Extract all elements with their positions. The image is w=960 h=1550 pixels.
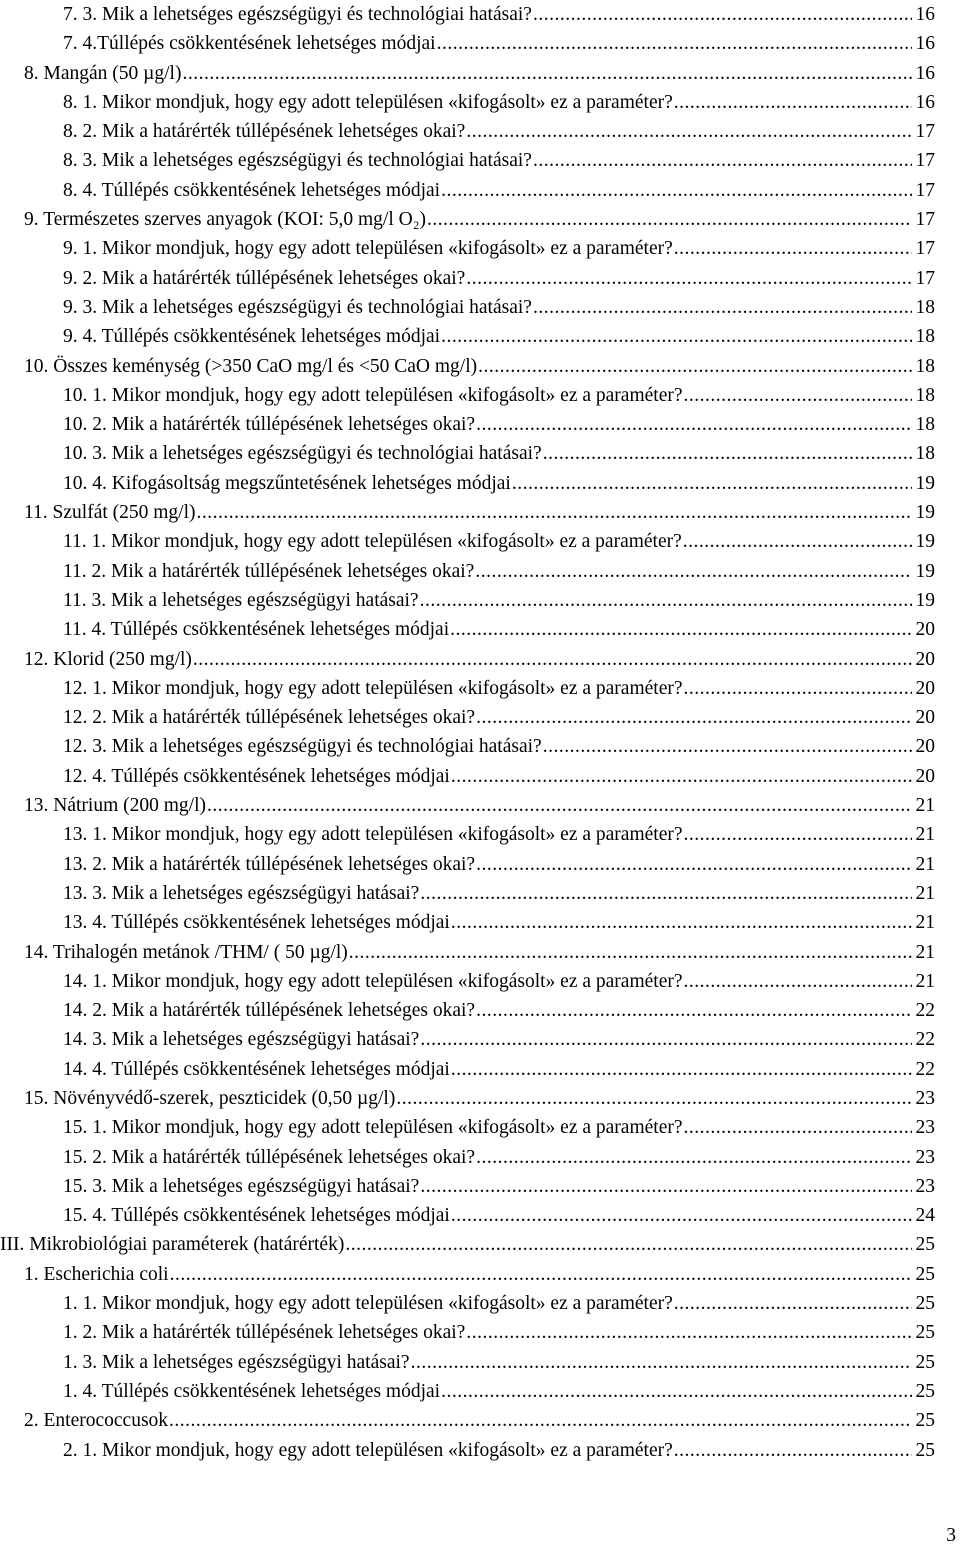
toc-entry-title: 1. Escherichia coli — [24, 1263, 169, 1285]
toc-entry-page: 18 — [915, 355, 935, 377]
toc-leader-dots — [543, 732, 912, 761]
toc-entry-title: 8. 4. Túllépés csökkentésének lehetséges módjai — [63, 179, 441, 201]
toc-entry-title: 10. 2. Mik a határérték túllépésének lehetséges okai? — [63, 414, 476, 436]
toc-leader-dots — [437, 29, 912, 58]
toc-entry-page: 20 — [915, 677, 935, 699]
toc-entry-page: 19 — [915, 502, 935, 524]
toc-leader-dots — [466, 117, 912, 146]
toc-entry-page: 18 — [915, 443, 935, 465]
toc-entry-page: 18 — [915, 326, 935, 348]
toc-entry[interactable] — [0, 117, 960, 146]
toc-leader-dots — [450, 615, 912, 644]
toc-entry-page: 20 — [915, 765, 935, 787]
toc-entry-page: 20 — [915, 736, 935, 758]
toc-entry-title: 12. 3. Mik a lehetséges egészségügyi és technológiai hatásai? — [63, 736, 542, 758]
toc-entry-title: 14. 1. Mikor mondjuk, hogy egy adott településen «kifogásolt» ez a paraméter? — [63, 970, 683, 992]
toc-leader-dots — [169, 1406, 912, 1435]
toc-entry-title: III. Mikrobiológiai paraméterek (határérték) — [0, 1234, 345, 1256]
toc-leader-dots — [684, 674, 913, 703]
toc-entry[interactable] — [0, 439, 960, 468]
toc-entry-page: 25 — [915, 1263, 935, 1285]
toc-leader-dots — [441, 322, 912, 351]
toc-leader-dots — [420, 1025, 912, 1054]
toc-entry[interactable] — [0, 1230, 960, 1259]
toc-entry[interactable] — [0, 615, 960, 644]
toc-entry[interactable] — [0, 293, 960, 322]
toc-leader-dots — [533, 146, 912, 175]
toc-entry-page: 25 — [915, 1351, 935, 1373]
toc-leader-dots — [476, 1143, 912, 1172]
toc-entry[interactable] — [0, 176, 960, 205]
toc-leader-dots — [396, 1084, 912, 1113]
toc-entry-page: 20 — [915, 707, 935, 729]
toc-entry[interactable] — [0, 498, 960, 527]
toc-entry[interactable] — [0, 29, 960, 58]
toc-entry[interactable] — [0, 234, 960, 263]
toc-entry-page: 17 — [915, 121, 935, 143]
toc-entry-title: 15. 2. Mik a határérték túllépésének lehetséges okai? — [63, 1146, 476, 1168]
toc-entry-title: 1. 1. Mikor mondjuk, hogy egy adott településen «kifogásolt» ez a paraméter? — [63, 1293, 673, 1315]
toc-entry-page: 22 — [915, 1000, 935, 1022]
toc-leader-dots — [533, 0, 912, 29]
toc-entry-page: 22 — [915, 1029, 935, 1051]
toc-leader-dots — [193, 645, 912, 674]
toc-leader-dots — [533, 293, 912, 322]
toc-entry-title: 11. 2. Mik a határérték túllépésének lehetséges okai? — [63, 560, 475, 582]
toc-entry-page: 20 — [915, 619, 935, 641]
toc-entry-title: 11. 1. Mikor mondjuk, hogy egy adott településen «kifogásolt» ez a paraméter? — [63, 531, 682, 553]
toc-entry[interactable] — [0, 1436, 960, 1465]
toc-entry-title: 13. 2. Mik a határérték túllépésének lehetséges okai? — [63, 853, 476, 875]
toc-leader-dots — [451, 762, 912, 791]
toc-entry-title: 1. 2. Mik a határérték túllépésének lehetséges okai? — [63, 1322, 466, 1344]
toc-entry[interactable] — [0, 850, 960, 879]
toc-leader-dots — [674, 88, 912, 117]
toc-entry-title: 11. 3. Mik a lehetséges egészségügyi hatásai? — [63, 589, 419, 611]
toc-entry-page: 17 — [915, 179, 935, 201]
toc-entry[interactable] — [0, 1260, 960, 1289]
toc-leader-dots — [349, 938, 912, 967]
toc-entry-title: 9. 2. Mik a határérték túllépésének lehetséges okai? — [63, 267, 466, 289]
toc-entry-title: 12. 2. Mik a határérték túllépésének lehetséges okai? — [63, 707, 476, 729]
toc-entry[interactable] — [0, 645, 960, 674]
toc-entry[interactable] — [0, 1055, 960, 1084]
toc-entry[interactable] — [0, 967, 960, 996]
toc-leader-dots — [466, 264, 912, 293]
toc-entry[interactable] — [0, 586, 960, 615]
toc-leader-dots — [420, 586, 912, 615]
toc-entry-page: 25 — [915, 1439, 935, 1461]
toc-entry-page: 24 — [915, 1205, 935, 1227]
toc-entry[interactable] — [0, 1143, 960, 1172]
toc-leader-dots — [441, 176, 912, 205]
toc-entry-page: 19 — [915, 531, 935, 553]
toc-entry-page: 25 — [915, 1293, 935, 1315]
toc-leader-dots — [475, 557, 912, 586]
toc-entry-page: 18 — [915, 296, 935, 318]
toc-leader-dots — [476, 850, 912, 879]
toc-entry[interactable] — [0, 1289, 960, 1318]
toc-entry-title: 13. Nátrium (200 mg/l) — [24, 795, 206, 817]
toc-entry[interactable] — [0, 0, 960, 29]
toc-entry[interactable] — [0, 1377, 960, 1406]
toc-entry-page: 17 — [915, 267, 935, 289]
toc-leader-dots — [476, 996, 912, 1025]
toc-entry-page: 18 — [915, 384, 935, 406]
toc-leader-dots — [684, 967, 913, 996]
toc-entry-page: 21 — [915, 824, 935, 846]
toc-entry-title: 15. 3. Mik a lehetséges egészségügyi hatásai? — [63, 1175, 420, 1197]
toc-entry-title: 10. Összes keménység (>350 CaO mg/l és <50 CaO mg/l) — [24, 355, 478, 377]
toc-entry[interactable] — [0, 732, 960, 761]
toc-leader-dots — [182, 59, 912, 88]
toc-leader-dots — [207, 791, 912, 820]
toc-entry-title: 12. Klorid (250 mg/l) — [24, 648, 192, 670]
toc-entry-title: 13. 4. Túllépés csökkentésének lehetséges módjai — [63, 912, 450, 934]
toc-leader-dots — [674, 234, 912, 263]
toc-entry-page: 16 — [915, 62, 935, 84]
toc-entry[interactable] — [0, 1348, 960, 1377]
toc-entry-page: 16 — [915, 33, 935, 55]
toc-leader-dots — [543, 439, 912, 468]
toc-entry-title: 9. 1. Mikor mondjuk, hogy egy adott településen «kifogásolt» ez a paraméter? — [63, 238, 673, 260]
toc-leader-dots — [684, 381, 913, 410]
toc-entry[interactable] — [0, 908, 960, 937]
toc-entry-page: 20 — [915, 648, 935, 670]
toc-leader-dots — [684, 1113, 913, 1142]
toc-entry-title: 10. 3. Mik a lehetséges egészségügyi és technológiai hatásai? — [63, 443, 542, 465]
toc-entry-page: 23 — [915, 1117, 935, 1139]
toc-entry-page: 21 — [915, 941, 935, 963]
toc-leader-dots — [420, 879, 912, 908]
toc-entry-title: 13. 1. Mikor mondjuk, hogy egy adott településen «kifogásolt» ez a paraméter? — [63, 824, 683, 846]
toc-entry-title: 14. 4. Túllépés csökkentésének lehetséges módjai — [63, 1058, 450, 1080]
toc-entry-title: 11. Szulfát (250 mg/l) — [24, 502, 196, 524]
toc-leader-dots — [512, 469, 912, 498]
toc-entry[interactable] — [0, 88, 960, 117]
toc-entry[interactable] — [0, 381, 960, 410]
toc-entry-title: 14. Trihalogén metánok /THM/ ( 50 µg/l) — [24, 941, 348, 963]
toc-entry-page: 25 — [915, 1380, 935, 1402]
toc-entry[interactable] — [0, 264, 960, 293]
toc-entry-title: 9. 4. Túllépés csökkentésének lehetséges módjai — [63, 326, 441, 348]
toc-entry-page: 16 — [915, 91, 935, 113]
toc-leader-dots — [170, 1260, 912, 1289]
toc-entry[interactable] — [0, 703, 960, 732]
toc-entry-page: 23 — [915, 1146, 935, 1168]
toc-entry-title: 12. 1. Mikor mondjuk, hogy egy adott településen «kifogásolt» ez a paraméter? — [63, 677, 683, 699]
toc-entry[interactable] — [0, 1406, 960, 1435]
toc-entry-page: 21 — [915, 970, 935, 992]
toc-entry[interactable] — [0, 1318, 960, 1347]
toc-entry-title: 12. 4. Túllépés csökkentésének lehetséges módjai — [63, 765, 450, 787]
toc-entry-title: 14. 2. Mik a határérték túllépésének lehetséges okai? — [63, 1000, 476, 1022]
toc-entry-title: 1. 4. Túllépés csökkentésének lehetséges módjai — [63, 1380, 441, 1402]
toc-leader-dots — [345, 1230, 912, 1259]
toc-entry[interactable] — [0, 322, 960, 351]
toc-leader-dots — [683, 527, 912, 556]
toc-entry-title: 10. 1. Mikor mondjuk, hogy egy adott településen «kifogásolt» ez a paraméter? — [63, 384, 683, 406]
toc-entry-title: 11. 4. Túllépés csökkentésének lehetséges módjai — [63, 619, 450, 641]
toc-entry[interactable] — [0, 1084, 960, 1113]
toc-entry-title: 8. Mangán (50 µg/l) — [24, 62, 182, 84]
toc-leader-dots — [684, 820, 913, 849]
toc-entry-title: 9. Természetes szerves anyagok (KOI: 5,0 mg/l O₂) — [24, 209, 426, 231]
toc-entry-title: 15. 1. Mikor mondjuk, hogy egy adott településen «kifogásolt» ez a paraméter? — [63, 1117, 683, 1139]
toc-entry-title: 2. 1. Mikor mondjuk, hogy egy adott településen «kifogásolt» ez a paraméter? — [63, 1439, 673, 1461]
toc-leader-dots — [427, 205, 912, 234]
toc-entry[interactable] — [0, 938, 960, 967]
toc-entry[interactable] — [0, 59, 960, 88]
toc-entry[interactable] — [0, 762, 960, 791]
toc-entry-page: 23 — [915, 1175, 935, 1197]
toc-leader-dots — [466, 1318, 912, 1347]
toc-entry-page: 17 — [915, 238, 935, 260]
toc-leader-dots — [674, 1436, 912, 1465]
toc-entry-title: 13. 3. Mik a lehetséges egészségügyi hatásai? — [63, 882, 420, 904]
toc-entry-page: 19 — [915, 560, 935, 582]
toc-entry[interactable] — [0, 146, 960, 175]
toc-leader-dots — [674, 1289, 912, 1318]
toc-entry[interactable] — [0, 469, 960, 498]
toc-entry[interactable] — [0, 1201, 960, 1230]
toc-entry-page: 19 — [915, 589, 935, 611]
toc-entry-page: 21 — [915, 853, 935, 875]
toc-entry[interactable] — [0, 674, 960, 703]
page-number: 3 — [946, 1525, 956, 1546]
toc-entry[interactable] — [0, 527, 960, 556]
toc-leader-dots — [441, 1377, 912, 1406]
toc-entry[interactable] — [0, 791, 960, 820]
toc-leader-dots — [476, 703, 912, 732]
toc-entry-title: 9. 3. Mik a lehetséges egészségügyi és technológiai hatásai? — [63, 296, 532, 318]
toc-entry[interactable] — [0, 410, 960, 439]
toc-entry-title: 15. Növényvédő-szerek, peszticidek (0,50 µg/l) — [24, 1087, 396, 1109]
toc-entry-page: 21 — [915, 912, 935, 934]
toc-leader-dots — [478, 352, 912, 381]
toc-leader-dots — [420, 1172, 912, 1201]
toc-entry[interactable] — [0, 1025, 960, 1054]
toc-leader-dots — [451, 1201, 912, 1230]
toc-entry[interactable] — [0, 996, 960, 1025]
toc-entry-page: 16 — [915, 4, 935, 25]
toc-entry-page: 23 — [915, 1087, 935, 1109]
toc-entry-page: 21 — [915, 795, 935, 817]
toc-leader-dots — [451, 908, 912, 937]
toc-entry-title: 7. 3. Mik a lehetséges egészségügyi és technológiai hatásai? — [63, 4, 532, 25]
toc-entry-title: 10. 4. Kifogásoltság megszűntetésének lehetséges módjai — [63, 472, 511, 494]
toc-entry-title: 8. 1. Mikor mondjuk, hogy egy adott településen «kifogásolt» ez a paraméter? — [63, 91, 673, 113]
toc-entry[interactable] — [0, 820, 960, 849]
toc-entry[interactable] — [0, 1113, 960, 1142]
toc-leader-dots — [451, 1055, 912, 1084]
toc-entry-title: 2. Enterococcusok — [24, 1410, 169, 1432]
toc-entry-page: 25 — [915, 1322, 935, 1344]
toc-entry-title: 7. 4.Túllépés csökkentésének lehetséges módjai — [63, 33, 436, 55]
toc-entry[interactable] — [0, 205, 960, 234]
toc-entry-page: 17 — [915, 209, 935, 231]
toc-entry[interactable] — [0, 1172, 960, 1201]
toc-entry[interactable] — [0, 879, 960, 908]
toc-entry-page: 19 — [915, 472, 935, 494]
toc-entry-page: 25 — [915, 1234, 935, 1256]
toc-entry-page: 17 — [915, 150, 935, 172]
toc-entry-title: 1. 3. Mik a lehetséges egészségügyi hatásai? — [63, 1351, 410, 1373]
toc-entry-page: 21 — [915, 882, 935, 904]
toc-leader-dots — [197, 498, 912, 527]
toc-entry-title: 8. 2. Mik a határérték túllépésének lehetséges okai? — [63, 121, 466, 143]
toc-entry-page: 22 — [915, 1058, 935, 1080]
toc-leader-dots — [476, 410, 912, 439]
toc-entry[interactable] — [0, 557, 960, 586]
toc-entry-title: 8. 3. Mik a lehetséges egészségügyi és technológiai hatásai? — [63, 150, 532, 172]
toc-entry-title: 14. 3. Mik a lehetséges egészségügyi hatásai? — [63, 1029, 420, 1051]
toc-entry-title: 15. 4. Túllépés csökkentésének lehetséges módjai — [63, 1205, 450, 1227]
toc-entry[interactable] — [0, 352, 960, 381]
toc-entry-page: 25 — [915, 1410, 935, 1432]
toc-entry-page: 18 — [915, 414, 935, 436]
toc-leader-dots — [411, 1348, 912, 1377]
